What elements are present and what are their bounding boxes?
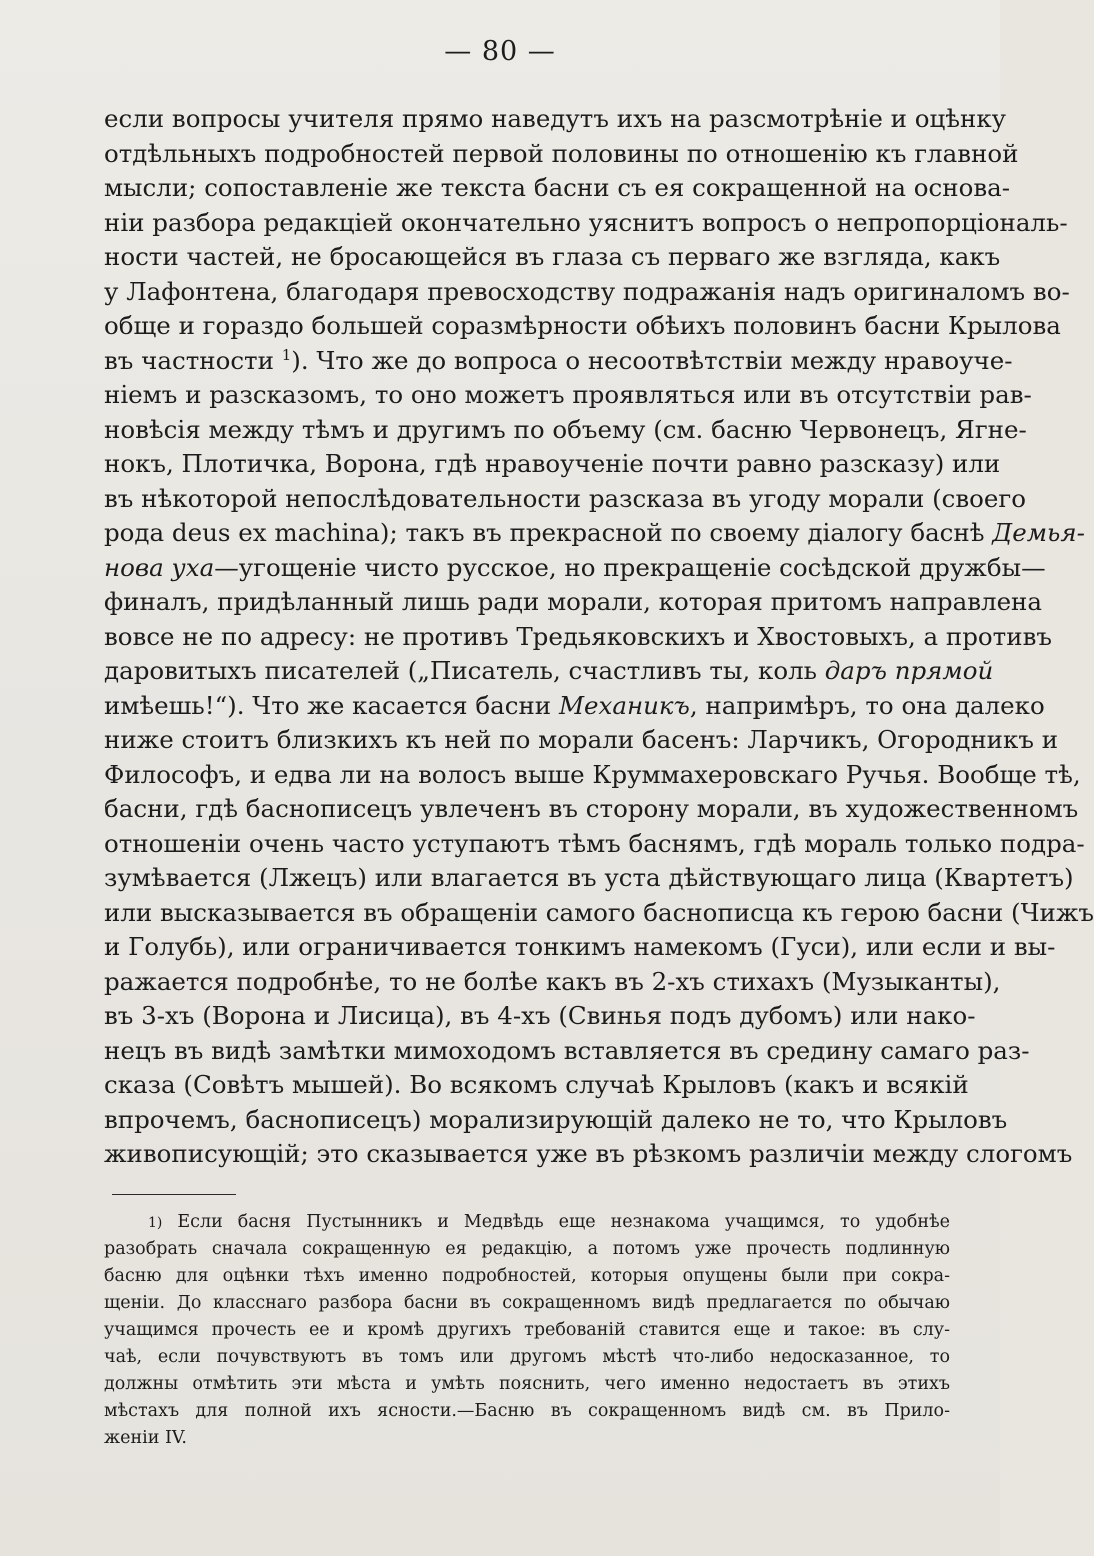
text-line: живописующій; это сказывается уже въ рѣзкомъ различіи между слогомъ [104,1139,1073,1168]
text-line [104,344,1013,379]
footnote-text: Если басня Пустынникъ и Медвѣдь еще незнакома учащимся, то удобнѣе [177,1212,950,1232]
footnote-text: женіи IV. [104,1428,187,1448]
text-line: новѣсія между тѣмъ и другимъ по объему (см. басню Червонецъ, Ягне- [104,414,1027,444]
text-line: нецъ въ видѣ замѣтки мимоходомъ вставляется въ средину самаго раз- [104,1035,1030,1065]
text-segment: имѣешь!“). Что же касается басни [104,690,559,720]
italic-title: Демья- [992,518,1085,547]
text-line: финалъ, придѣланный лишь ради морали, которая притомъ направлена [104,587,1042,616]
text-line: мысли; сопоставленіе же текста басни съ ея сокращенной на основа- [104,173,1011,202]
text-line: ниже стоитъ близкихъ къ ней по морали басенъ: Ларчикъ, Огородникъ и [104,725,1059,754]
text-line: въ 3-хъ (Ворона и Лисица), въ 4-хъ (Свинья подъ дубомъ) или нако- [104,1001,976,1030]
footnote-marker: 1) [148,1215,163,1231]
footnote-text: учащимся прочесть ее и кромѣ другихъ требованій ставится еще и такое: въ слу- [104,1320,950,1340]
footnote-reference: 1 [281,345,292,364]
main-text [104,102,1094,1172]
text-line: отдѣльныхъ подробностей первой половины по отношенію къ главной [104,138,1019,168]
text-segment: въ частности [104,345,282,375]
text-segment: даровитыхъ писателей („Писатель, счастливъ ты, коль [104,656,825,685]
footnote-line [104,1344,950,1371]
footnote-text: басню для оцѣнки тѣхъ именно подробностей, которыя опущены были при сокра- [104,1266,950,1286]
footnote-text: должны отмѣтить эти мѣста и умѣть пояснить, чего именно недостаетъ въ этихъ [104,1374,950,1394]
footnote-line [104,1236,950,1263]
text-line: зумѣвается (Лжецъ) или влагается въ уста дѣйствующаго лица (Квартетъ) [104,863,1074,892]
text-line: отношеніи очень часто уступаютъ тѣмъ баснямъ, гдѣ мораль только подра- [104,828,1085,858]
footnote-line [104,1209,950,1236]
text-segment: рода deus ex machina); такъ въ прекрасной по своему діалогу баснѣ [104,518,993,547]
text-line: ности частей, не бросающейся въ глаза съ перваго же взгляда, какъ [104,242,1001,271]
footnote-line [104,1263,950,1290]
footnote [104,1209,950,1452]
text-line: Философъ, и едва ли на волосъ выше Круммахеровскаго Ручья. Вообще тѣ, [104,759,1081,789]
text-line: и Голубь), или ограничивается тонкимъ намекомъ (Гуси), или если и вы- [104,932,1056,961]
text-line: ніемъ и разсказомъ, то оно можетъ проявляться или въ отсутствіи рав- [104,380,1032,409]
italic-title: даръ прямой [824,656,994,685]
text-line: басни, гдѣ баснописецъ увлеченъ въ сторону морали, въ художественномъ [104,794,1079,823]
text-line: ражается подробнѣе, то не болѣе какъ въ 2-хъ стихахъ (Музыканты), [104,966,1001,996]
page-number: — 80 — [444,36,556,67]
text-line: если вопросы учителя прямо наведутъ ихъ на разсмотрѣніе и оцѣнку [104,104,1007,133]
italic-title: Механикъ [558,690,690,720]
text-segment: , напримѣръ, то она далеко [689,690,1045,720]
text-line: въ нѣкоторой непослѣдовательности разсказа въ угоду морали (своего [104,483,1027,513]
footnote-text: чаѣ, если почувствуютъ въ томъ или другомъ мѣстѣ что-либо недосказанное, то [104,1347,950,1367]
footnote-line [104,1425,950,1452]
footnote-separator [112,1194,236,1195]
footnote-text: разобрать сначала сокращенную ея редакцію, а потомъ уже прочесть подлинную [104,1239,950,1259]
text-line [104,551,1046,586]
text-line: вовсе не по адресу: не противъ Тредьяковскихъ и Хвостовыхъ, а противъ [104,621,1052,651]
text-line: ніи разбора редакціей окончательно уяснитъ вопросъ о непропорціональ- [104,207,1068,237]
footnote-text: мѣстахъ для полной ихъ ясности.—Басню въ сокращенномъ видѣ см. въ Прило- [104,1401,950,1421]
text-segment: —угощеніе чисто русское, но прекращеніе сосѣдской дружбы— [214,552,1046,582]
footnote-line [104,1398,950,1425]
text-line: у Лафонтена, благодаря превосходству подражанія надъ оригиналомъ во- [104,276,1070,306]
text-line: нокъ, Плотичка, Ворона, гдѣ нравоученіе почти равно разсказу) или [104,449,1001,478]
footnote-line [104,1290,950,1317]
footnote-line [104,1371,950,1398]
text-line: сказа (Совѣтъ мышей). Во всякомъ случаѣ Крыловъ (какъ и всякій [104,1070,969,1099]
text-line: впрочемъ, баснописецъ) морализирующій далеко не то, что Крыловъ [104,1104,1008,1134]
text-segment: ). Что же до вопроса о несоотвѣтствіи между нравоуче- [291,345,1013,375]
footnote-line [104,1317,950,1344]
text-line [104,654,994,689]
text-line: или высказывается въ обращеніи самого баснописца къ герою басни (Чижъ [104,897,1094,927]
text-line [104,516,1085,551]
footnote-text: щеніи. До класснаго разбора басни въ сокращенномъ видѣ предлагается по обычаю [104,1293,950,1313]
text-line [104,689,1045,724]
italic-title: нова уха [104,552,215,582]
text-line: обще и гораздо большей соразмѣрности обѣихъ половинъ басни Крылова [104,311,1061,340]
